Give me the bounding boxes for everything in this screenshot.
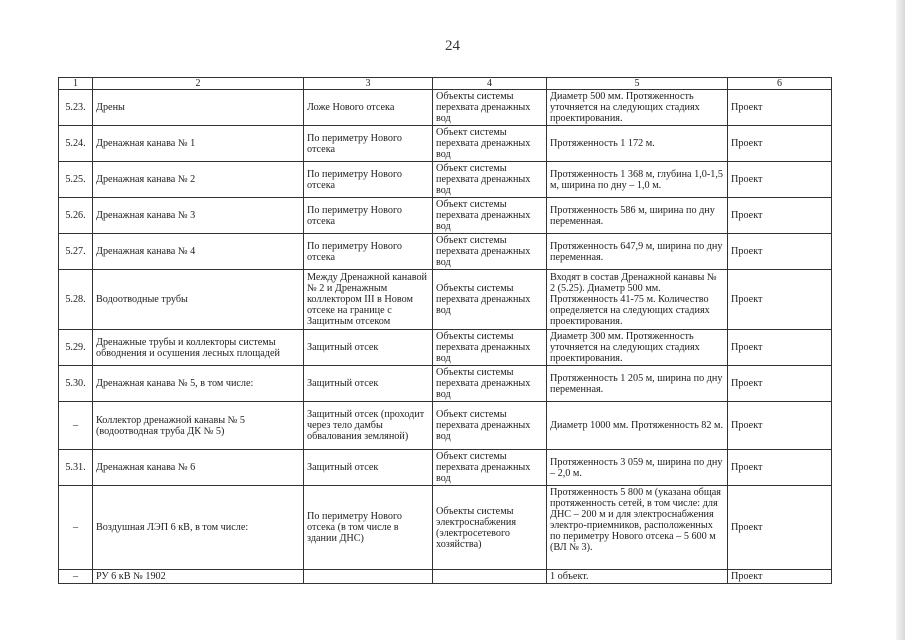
column-header: 1 (59, 78, 93, 90)
object-system: Объекты системы перехвата дренажных вод (433, 270, 547, 330)
row-number: 5.25. (59, 162, 93, 198)
object-location: Защитный отсек (304, 330, 433, 366)
table-body (59, 90, 832, 584)
object-status: Проект (728, 198, 832, 234)
object-location: Защитный отсек (304, 366, 433, 402)
object-location: По периметру Нового отсека (304, 234, 433, 270)
object-status: Проект (728, 366, 832, 402)
row-number: – (59, 570, 93, 584)
object-location (304, 570, 433, 584)
table-row (59, 570, 832, 584)
column-header: 6 (728, 78, 832, 90)
object-location: Ложе Нового отсека (304, 90, 433, 126)
table-row (59, 366, 832, 402)
column-header: 5 (547, 78, 728, 90)
object-location: По периметру Нового отсека (304, 126, 433, 162)
table-row (59, 162, 832, 198)
object-name: Дренажные трубы и коллекторы системы обводнения и осушения лесных площадей (93, 330, 304, 366)
row-number: 5.26. (59, 198, 93, 234)
object-name: Дренажная канава № 2 (93, 162, 304, 198)
object-status: Проект (728, 234, 832, 270)
object-name: Дренажная канава № 5, в том числе: (93, 366, 304, 402)
row-number: – (59, 402, 93, 450)
object-system: Объекты системы электроснабжения (электросетевого хозяйства) (433, 486, 547, 570)
table-header (59, 78, 832, 90)
table-row (59, 450, 832, 486)
object-location: Между Дренажной канавой № 2 и Дренажным коллектором III в Новом отсеке на границе с Защитным отсеком (304, 270, 433, 330)
table-row (59, 330, 832, 366)
object-location: Защитный отсек (проходит через тело дамбы обвалования земляной) (304, 402, 433, 450)
object-status: Проект (728, 486, 832, 570)
object-location: Защитный отсек (304, 450, 433, 486)
object-location: По периметру Нового отсека (в том числе в здании ДНС) (304, 486, 433, 570)
object-system: Объект системы перехвата дренажных вод (433, 198, 547, 234)
object-system (433, 570, 547, 584)
table-row (59, 198, 832, 234)
object-name: РУ 6 кВ № 1902 (93, 570, 304, 584)
object-system: Объекты системы перехвата дренажных вод (433, 330, 547, 366)
object-characteristics: Протяженность 586 м, ширина по дну переменная. (547, 198, 728, 234)
object-location: По периметру Нового отсека (304, 162, 433, 198)
object-system: Объект системы перехвата дренажных вод (433, 162, 547, 198)
object-status: Проект (728, 570, 832, 584)
object-location: По периметру Нового отсека (304, 198, 433, 234)
object-status: Проект (728, 450, 832, 486)
object-system: Объект системы перехвата дренажных вод (433, 450, 547, 486)
object-status: Проект (728, 126, 832, 162)
object-system: Объекты системы перехвата дренажных вод (433, 366, 547, 402)
table-row (59, 486, 832, 570)
row-number: 5.24. (59, 126, 93, 162)
object-name: Дрены (93, 90, 304, 126)
object-status: Проект (728, 270, 832, 330)
object-characteristics: Протяженность 1 172 м. (547, 126, 728, 162)
row-number: – (59, 486, 93, 570)
object-system: Объект системы перехвата дренажных вод (433, 402, 547, 450)
object-name: Дренажная канава № 4 (93, 234, 304, 270)
object-system: Объект системы перехвата дренажных вод (433, 126, 547, 162)
object-characteristics: Протяженность 1 368 м, глубина 1,0-1,5 м, ширина по дну – 1,0 м. (547, 162, 728, 198)
row-number: 5.29. (59, 330, 93, 366)
object-name: Коллектор дренажной канавы № 5 (водоотводная труба ДК № 5) (93, 402, 304, 450)
object-characteristics: Диаметр 500 мм. Протяженность уточняется на следующих стадиях проектирования. (547, 90, 728, 126)
object-characteristics: Диаметр 1000 мм. Протяженность 82 м. (547, 402, 728, 450)
object-characteristics: Протяженность 647,9 м, ширина по дну переменная. (547, 234, 728, 270)
document-table (58, 77, 832, 584)
page-number: 24 (445, 38, 460, 54)
object-characteristics: Протяженность 1 205 м, ширина по дну переменная. (547, 366, 728, 402)
row-number: 5.30. (59, 366, 93, 402)
table-row (59, 126, 832, 162)
column-header: 4 (433, 78, 547, 90)
row-number: 5.27. (59, 234, 93, 270)
column-header: 2 (93, 78, 304, 90)
object-name: Дренажная канава № 3 (93, 198, 304, 234)
header-row (59, 78, 832, 90)
table-row (59, 270, 832, 330)
object-characteristics: Входят в состав Дренажной канавы № 2 (5.25). Диаметр 500 мм. Протяженность 41-75 м. Количество определяется на следующих стадиях проектирования. (547, 270, 728, 330)
object-characteristics: 1 объект. (547, 570, 728, 584)
table-row (59, 234, 832, 270)
page-edge-shadow (896, 0, 905, 640)
object-name: Дренажная канава № 6 (93, 450, 304, 486)
object-characteristics: Диаметр 300 мм. Протяженность уточняется на следующих стадиях проектирования. (547, 330, 728, 366)
row-number: 5.31. (59, 450, 93, 486)
object-status: Проект (728, 402, 832, 450)
object-status: Проект (728, 90, 832, 126)
table-row (59, 90, 832, 126)
object-status: Проект (728, 162, 832, 198)
column-header: 3 (304, 78, 433, 90)
object-name: Воздушная ЛЭП 6 кВ, в том числе: (93, 486, 304, 570)
table-row (59, 402, 832, 450)
object-system: Объекты системы перехвата дренажных вод (433, 90, 547, 126)
object-characteristics: Протяженность 5 800 м (указана общая протяженность сетей, в том числе: для ДНС – 200 м и для электроснабжения электро-приемников, расположенных по периметру Нового отсека – 5 600 м (ВЛ № 3). (547, 486, 728, 570)
object-name: Водоотводные трубы (93, 270, 304, 330)
object-characteristics: Протяженность 3 059 м, ширина по дну – 2,0 м. (547, 450, 728, 486)
row-number: 5.28. (59, 270, 93, 330)
object-name: Дренажная канава № 1 (93, 126, 304, 162)
object-system: Объект системы перехвата дренажных вод (433, 234, 547, 270)
object-status: Проект (728, 330, 832, 366)
row-number: 5.23. (59, 90, 93, 126)
